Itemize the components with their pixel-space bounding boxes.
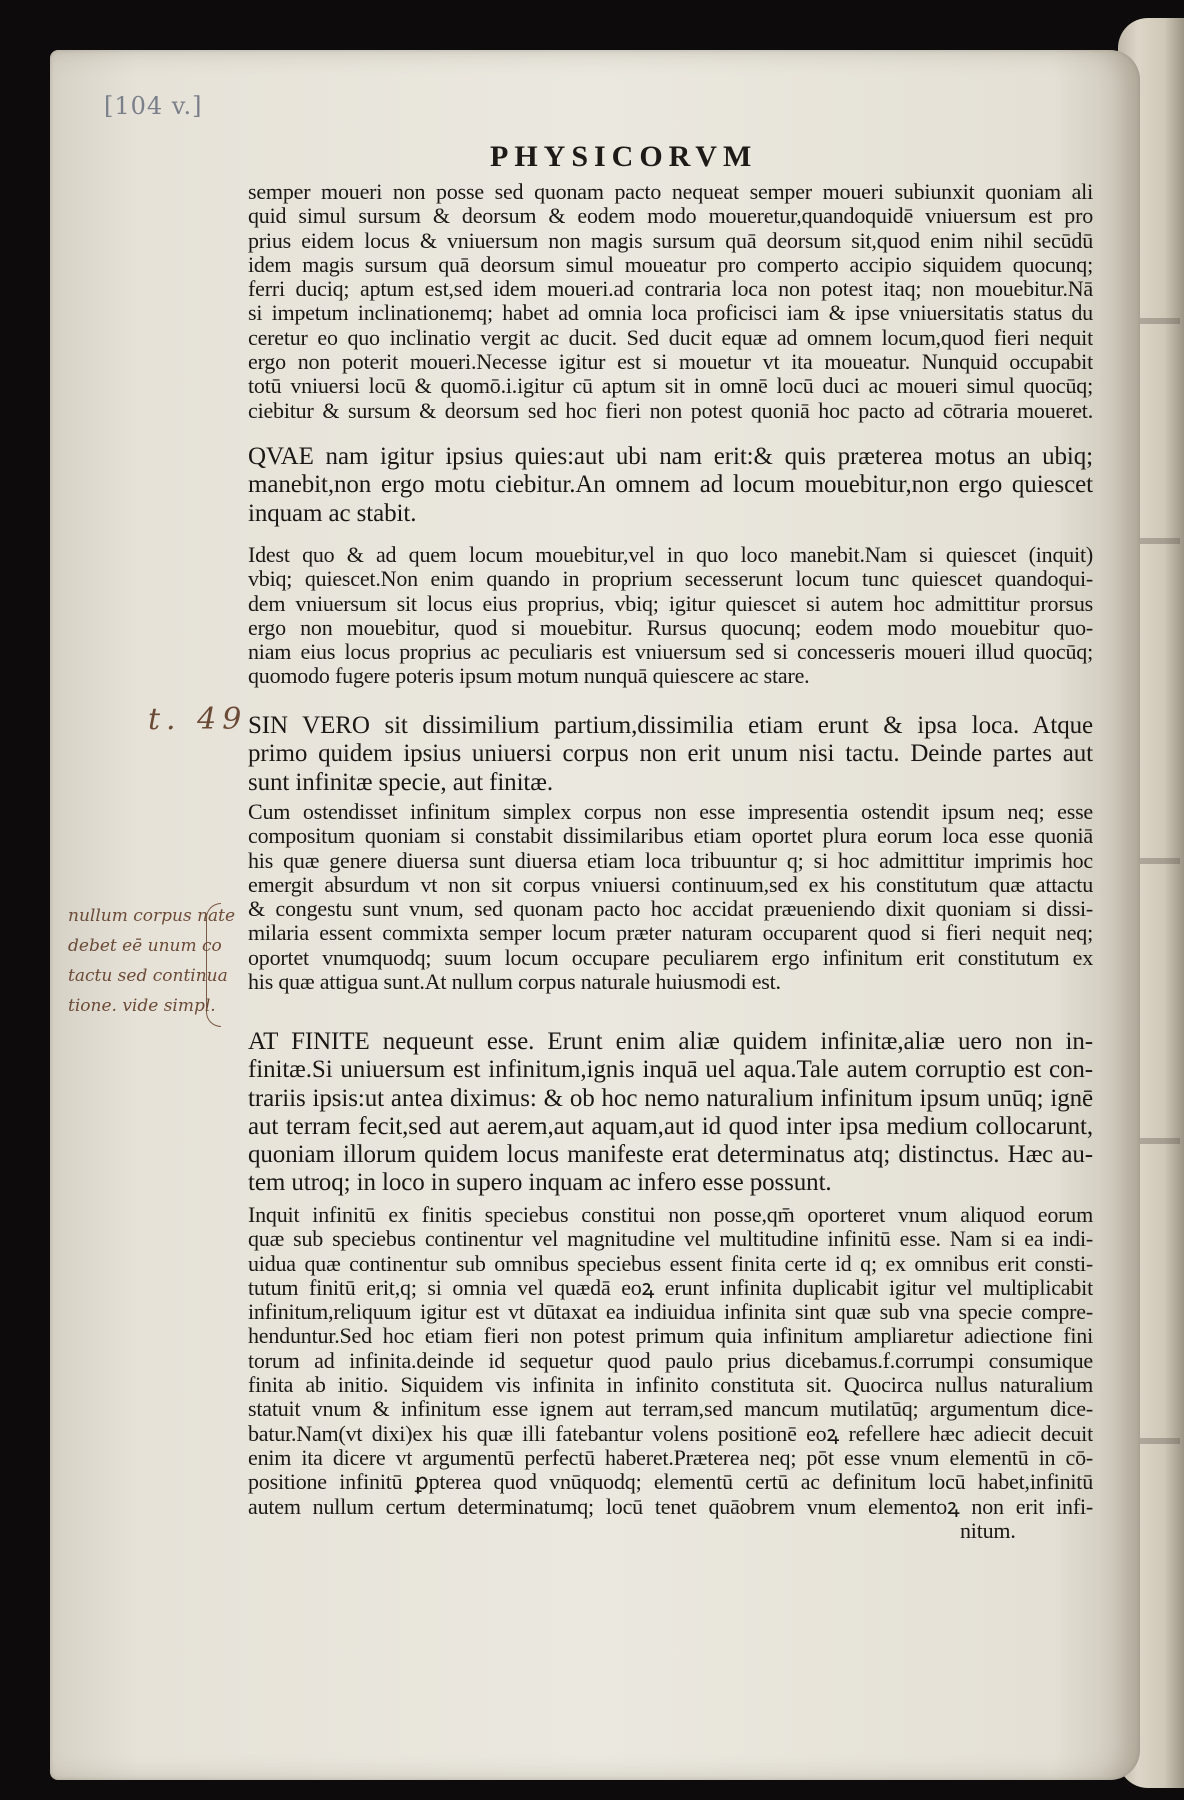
text-line: SIN VERO sit dissimilium partium,dissimilia etiam erunt & ipsa loca. Atque [248, 712, 1093, 739]
text-line: quoniam illorum quidem locus manifeste erat determinatus atq; distinctus. Hæc au- [248, 1141, 1093, 1169]
text-line: uidua quæ continentur sub omnibus speciebus essent finita certe id q; ex omnibus erit consti- [248, 1251, 1093, 1276]
text-line: ciebitur & sursum & deorsum sed hoc fieri non potest quoniā hoc pacto ad cōtraria moueret. [248, 398, 1093, 423]
text-line: finita ab initio. Siquidem vis infinita in infinito constituta sit. Quocirca nullus naturalium [248, 1373, 1093, 1398]
text-line: his quæ attigua sunt.At nullum corpus naturale huiusmodi est. [248, 970, 781, 995]
text-line: ferri duciq; aptum est,sed idem moueri.ad contraria loca non potest itaq; non mouebitur.Nā [248, 277, 1093, 302]
text-line: ceretur eo quo inclinatio vergit ac ducit. Sed ducit equæ ad omnem locum,quod fieri nequit [248, 325, 1093, 350]
commentary-block-1 [248, 180, 1093, 423]
text-line: manebit,non ergo motu ciebitur.An omnem ad locum mouebitur,non ergo quiescet [248, 471, 1093, 499]
text-line: Inquit infinitū ex finitis speciebus constitui non posse,qm̄ oporteret vnum aliquod eorum [248, 1203, 1093, 1227]
text-line: & congestu sunt vnum, sed quonam pacto hoc accidat præueniendo dixit quoniam si dissi- [248, 897, 1093, 922]
text-line: totū vniuersi locū & quomō.i.igitur cū aptum sit in omnē locū duci ac moueri simul quocūq; [248, 374, 1093, 399]
text-line: torum ad infinita.deinde id sequetur quod paulo prius dicebamus.f.corrumpi consumique [248, 1348, 1093, 1373]
commentary-block-4 [248, 1203, 1093, 1519]
text-line: ergo non mouebitur, quod si mouebitur. Rursus quocunq; eodem modo mouebitur quo- [248, 615, 1093, 640]
text-line: batur.Nam(vt dixi)ex his quæ illi fatebantur volens positionē eoꝝ refellere hæc adiecit decuit [248, 1421, 1093, 1446]
text-line: compositum quoniam si constabit dissimilaribus etiam oportet plura eorum loca esse quoniā [248, 824, 1093, 849]
text-line: quomodo fugere poteris ipsum motum nunquā quiescere ac stare. [248, 664, 810, 689]
shelfmark-label: [104 v.] [104, 92, 203, 120]
text-line: Idest quo & ad quem locum mouebitur,vel in quo loco manebit.Nam si quiescet (inquit) [248, 543, 1093, 567]
text-line: aut terram fecit,sed aut aerem,aut aquam,aut id quod inter ipsa medium collocarunt, [248, 1112, 1093, 1140]
margin-note-line: nullum corpus nate [68, 906, 236, 926]
text-line: infinitum,reliquum igitur est vt dūtaxat ea indiuidua infinita sint quæ sub vna specie compre- [248, 1300, 1093, 1325]
commentary-block-3 [248, 800, 1093, 994]
main-text-block-1 [248, 443, 1093, 528]
margin-note-line: tactu sed continua [68, 966, 228, 986]
text-line: idem magis sursum quā deorsum simul moueatur pro comperto accipio siquidem quocunq; [248, 252, 1093, 277]
text-line: statuit vnum & infinitum esse ignem aut terram,sed mancum mutilatūq; argumentum dice- [248, 1397, 1093, 1422]
margin-note-line: debet eē unum co [68, 936, 222, 956]
text-line: QVAE nam igitur ipsius quies:aut ubi nam erit:& quis præterea motus an ubiq; [248, 443, 1093, 470]
text-line: autem nullum certum determinatumq; locū tenet quāobrem vnum elementoꝝ non erit infi- [248, 1494, 1093, 1519]
text-line: AT FINITE nequeunt esse. Erunt enim aliæ quidem infinitæ,aliæ uero non in- [248, 1028, 1093, 1055]
text-line: tutum finitū erit,q; si omnia vel quædā eoꝝ erunt infinita duplicabit igitur vel multiplicabit [248, 1275, 1093, 1300]
margin-note-t49: t. 49 [148, 702, 248, 737]
text-line: sunt infinitæ specie, aut finitæ. [248, 768, 554, 796]
text-line: emergit absurdum vt non sit corpus vniuersi continuum,sed ex his constitutum quæ attactu [248, 872, 1093, 897]
text-line: positione infinitū ꝑpterea quod vnūquodq; elementū certū ac definitum locū habet,infinitū [248, 1470, 1093, 1495]
text-line: si impetum inclinationemq; habet ad omnia loca proficisci iam & ipse vniuersitatis status du [248, 301, 1093, 326]
text-line: dem vniuersum sit locus eius proprius, vbiq; igitur quiescet si autem hoc admittitur prorsus [248, 591, 1093, 616]
text-line: milaria essent commixta semper locum præter naturam occuparent quod si fieri nequit neq; [248, 921, 1093, 946]
main-text-block-3 [248, 1028, 1093, 1198]
commentary-tail [960, 1519, 1080, 1543]
commentary-block-2 [248, 543, 1093, 689]
text-line: oportet vnumquodq; suum locum occupare peculiarem ergo infinitum erit constitutum ex [248, 945, 1093, 970]
text-line: Cum ostendisset infinitum simplex corpus non esse impresentia ostendit ipsum neq; esse [248, 800, 1093, 824]
text-line: enim ita dicere vt argumentū perfectū haberet.Præterea neq; pōt esse vnum elementū in cō- [248, 1445, 1093, 1470]
text-line: semper moueri non posse sed quonam pacto nequeat semper moueri subiunxit quoniam ali [248, 180, 1093, 204]
text-line: henduntur.Sed hoc etiam fieri non potest primum quia infinitum ampliaretur adiectione fini [248, 1324, 1093, 1349]
text-line: quæ sub speciebus continentur vel magnitudine vel multitudine infinitū esse. Nam si ea indi- [248, 1227, 1093, 1252]
text-line: ergo non poterit moueri.Necesse igitur est si mouetur vt ita moueatur. Nunquid occupabit [248, 350, 1093, 375]
text-line: his quæ genere diuersa sunt diuersa etiam loca tribuuntur q; si hoc admittitur imprimis hoc [248, 848, 1093, 873]
text-line: primo quidem ipsius uniuersi corpus non erit unum nisi tactu. Deinde partes aut [248, 740, 1093, 768]
text-line: tem utroq; in loco in supero inquam ac infero esse possunt. [248, 1169, 832, 1197]
text-line: finitæ.Si uniuersum est infinitum,ignis inquā uel aqua.Tale autem corruptio est con- [248, 1056, 1093, 1084]
text-line: niam eius locus proprius ac peculiaris est vniuersum sed si concesseris moueri illud quocūq; [248, 640, 1093, 665]
main-text-block-2 [248, 712, 1093, 797]
text-line: trariis ipsis:ut antea diximus: & ob hoc nemo naturalium infinitum ipsum unūq; ignē [248, 1084, 1093, 1112]
text-line: quid simul sursum & deorsum & eodem modo moueretur,quandoquidē vniuersum est pro [248, 204, 1093, 229]
text-line: inquam ac stabit. [248, 499, 417, 527]
text-line: vbiq; quiescet.Non enim quando in proprium secesserunt locum tunc quiescet quandoqui- [248, 567, 1093, 592]
text-line: prius eidem locus & vniuersum non magis sursum quā deorsum sit,quod enim nihil secūdū [248, 228, 1093, 253]
text-line: nitum. [960, 1519, 1016, 1543]
margin-note-line: tione. vide simpl. [68, 996, 216, 1016]
running-head: PHYSICORVM [490, 140, 758, 173]
